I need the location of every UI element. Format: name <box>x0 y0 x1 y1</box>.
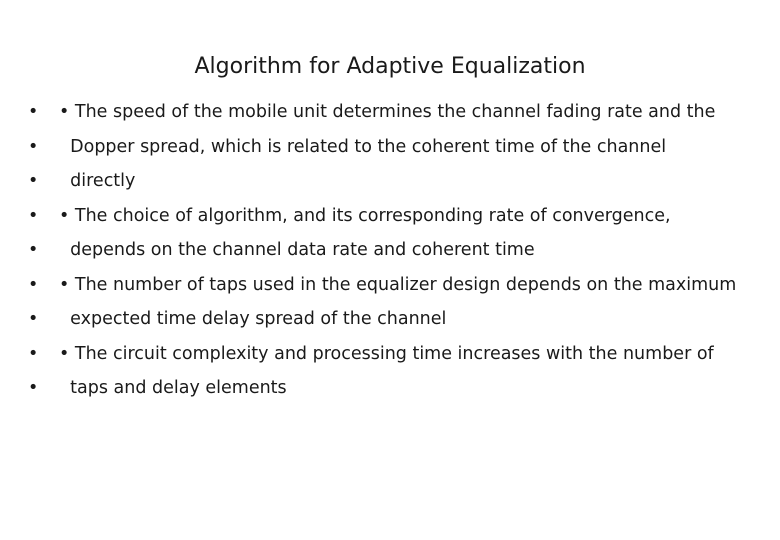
bullet-text: taps and delay elements <box>59 378 287 398</box>
bullet-marker: • <box>28 309 39 329</box>
bullet-text: • The number of taps used in the equalizer design depends on the maximum <box>59 274 737 295</box>
bullet-text: • The choice of algorithm, and its corresponding rate of convergence, <box>59 205 671 226</box>
bullet-item <box>28 101 763 124</box>
bullet-text: expected time delay spread of the channel <box>59 309 447 329</box>
bullet-text: • The speed of the mobile unit determines the channel fading rate and the <box>59 102 716 122</box>
bullet-list <box>28 101 763 412</box>
bullet-marker: • <box>28 136 39 157</box>
bullet-text: Dopper spread, which is related to the coherent time of the channel <box>59 136 667 157</box>
bullet-item <box>28 205 763 228</box>
bullet-marker: • <box>28 171 39 191</box>
bullet-marker: • <box>28 240 39 260</box>
bullet-item <box>28 274 763 297</box>
bullet-item <box>28 170 763 193</box>
bullet-marker: • <box>28 205 39 226</box>
bullet-text: depends on the channel data rate and coherent time <box>59 240 535 260</box>
bullet-marker: • <box>28 102 39 122</box>
slide-title: Algorithm for Adaptive Equalization <box>194 54 586 79</box>
bullet-item <box>28 136 763 159</box>
bullet-text: directly <box>59 171 136 191</box>
bullet-marker: • <box>28 343 39 364</box>
bullet-marker: • <box>28 378 39 398</box>
bullet-item <box>28 308 763 331</box>
bullet-item <box>28 343 763 366</box>
bullet-text: • The circuit complexity and processing time increases with the number of <box>59 343 714 364</box>
bullet-item <box>28 377 763 400</box>
bullet-item <box>28 239 763 262</box>
bullet-marker: • <box>28 274 39 295</box>
